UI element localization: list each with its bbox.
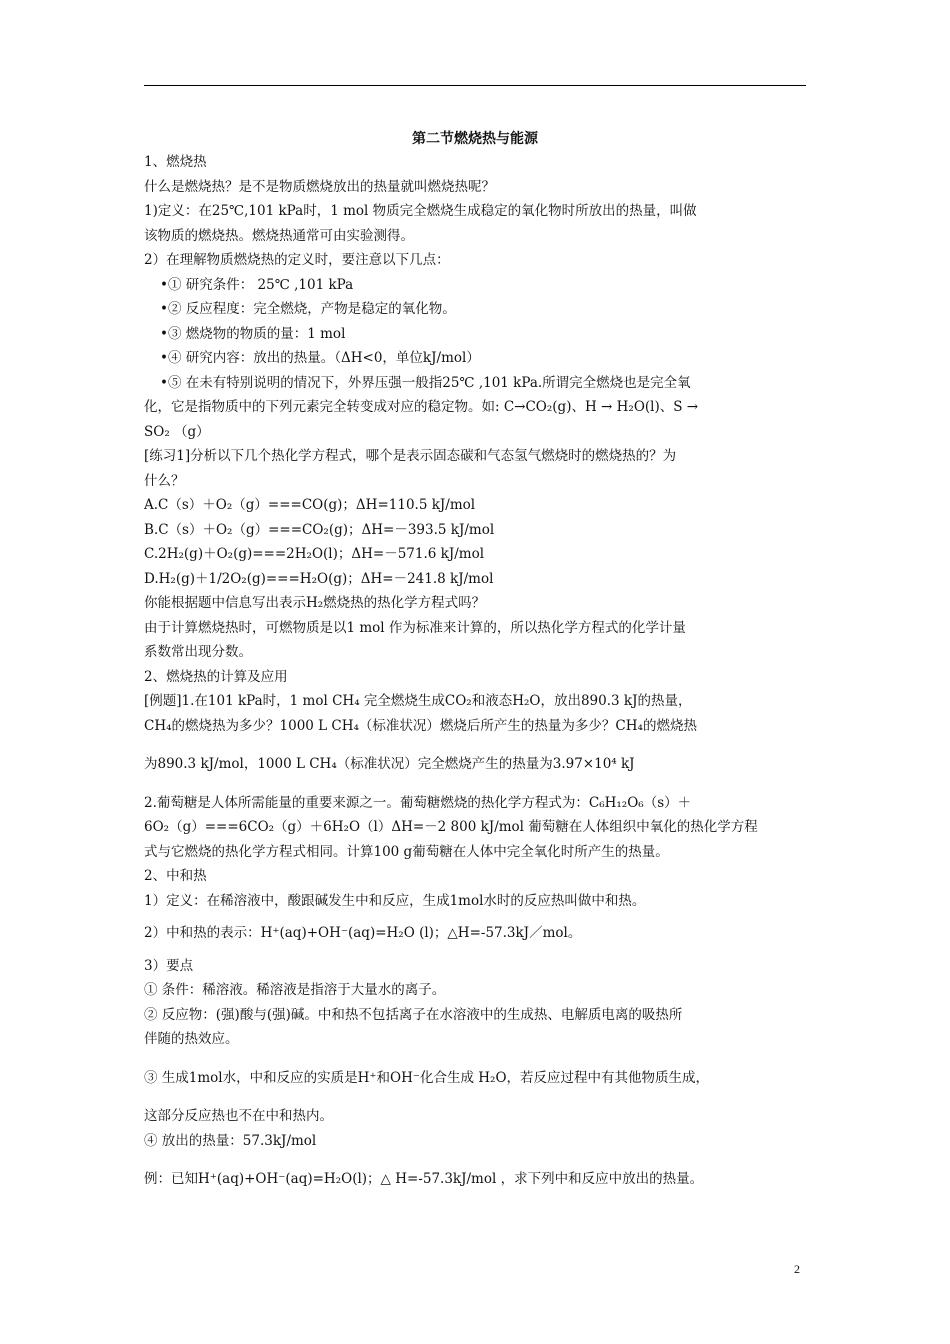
option-b: B.C（s）＋O₂（g）===CO₂(g)；ΔH=－393.5 kJ/mol (144, 521, 495, 538)
glucose-line-3: 式与它燃烧的热化学方程式相同。计算100 g葡萄糖在人体中完全氧化时所产生的热量。 (144, 843, 669, 860)
point-3-line-1: ③ 生成1mol水，中和反应的实质是H⁺和OH⁻化合生成 H₂O，若反应过程中有其他物质生成， (144, 1069, 710, 1086)
document-body (144, 150, 808, 1192)
notes-intro: 2）在理解物质燃烧热的定义时，要注意以下几点： (144, 252, 450, 268)
heading-neutralization: 2、中和热 (144, 868, 207, 884)
note-item-5-cont-1: 化，它是指物质中的下列元素完全转变成对应的稳定物。如: C→CO₂(g)、H → H₂O(l)、S → (144, 399, 699, 415)
example-line-1: [例题]1.在101 kPa时，1 mol CH₄ 完全燃烧生成CO₂和液态H₂O，放出890.3 kJ的热量， (144, 693, 692, 709)
neutralization-expression: 2）中和热的表示：H⁺(aq)+OH⁻(aq)=H₂O (l)；△H=-57.3kJ／mol。 (144, 925, 582, 941)
glucose-line-2: 6O₂（g）===6CO₂（g）＋6H₂O（l）ΔH=－2 800 kJ/mol 葡萄糖在人体组织中氧化的热化学方程 (144, 819, 758, 835)
heading-calculation: 2、燃烧热的计算及应用 (144, 668, 288, 685)
option-d: D.H₂(g)＋1/2O₂(g)===H₂O(g)；ΔH=－241.8 kJ/mol (144, 570, 494, 587)
point-2-line-1: ② 反应物：(强)酸与(强)碱。中和热不包括离子在水溶液中的生成热、电解质电离的吸热所 (144, 1006, 683, 1023)
neutralization-definition: 1）定义：在稀溶液中，酸跟碱发生中和反应，生成1mol水时的反应热叫做中和热。 (144, 892, 646, 909)
key-points-heading: 3）要点 (144, 957, 194, 974)
note-item-2: •② 反应程度：完全燃烧，产物是稳定的氧化物。 (160, 301, 456, 317)
fraction-note-1: 由于计算燃烧热时，可燃物质是以1 mol 作为标准来计算的，所以热化学方程式的化学计量 (144, 619, 686, 636)
example-neutralization: 例：已知H⁺(aq)+OH⁻(aq)=H₂O(l)；△ H=-57.3kJ/mol ，求下列中和反应中放出的热量。 (144, 1171, 704, 1187)
point-3-line-2: 这部分反应热也不在中和热内。 (144, 1108, 333, 1124)
definition-line-1: 1)定义：在25℃,101 kPa时，1 mol 物质完全燃烧生成稳定的氧化物时所放出的热量，叫做 (144, 203, 697, 219)
page-number: 2 (794, 1262, 800, 1276)
example-line-3: 为890.3 kJ/mol，1000 L CH₄（标准状况）完全燃烧产生的热量为3.97×10⁴ kJ (144, 756, 635, 772)
note-item-3: •③ 燃烧物的物质的量：1 mol (160, 325, 346, 342)
note-item-4: •④ 研究内容：放出的热量。（ΔH<0，单位kJ/mol） (160, 350, 480, 366)
heading-combustion-heat: 1、燃烧热 (144, 154, 207, 170)
fraction-note-2: 系数常出现分数。 (144, 644, 252, 660)
point-2-line-2: 伴随的热效应。 (144, 1031, 239, 1047)
point-4: ④ 放出的热量：57.3kJ/mol (144, 1132, 317, 1149)
exercise-line-1: [练习1]分析以下几个热化学方程式，哪个是表示固态碳和气态氢气燃烧时的燃烧热的？为 (144, 448, 677, 464)
h2-question: 你能根据题中信息写出表示H₂燃烧热的热化学方程式吗？ (144, 595, 486, 611)
exercise-line-2: 什么？ (144, 472, 185, 489)
option-c: C.2H₂(g)＋O₂(g)===2H₂O(l)；ΔH=－571.6 kJ/mol (144, 546, 485, 562)
glucose-line-1: 2.葡萄糖是人体所需能量的重要来源之一。葡萄糖燃烧的热化学方程式为：C₆H₁₂O₆（s）＋ (144, 794, 692, 811)
note-item-5: •⑤ 在未有特别说明的情况下，外界压强一般指25℃ ,101 kPa.所谓完全燃烧也是完全氧 (160, 374, 691, 391)
point-1: ① 条件：稀溶液。稀溶液是指溶于大量水的离子。 (144, 982, 446, 998)
definition-line-2: 该物质的燃烧热。燃烧热通常可由实验测得。 (144, 227, 414, 244)
option-a: A.C（s）＋O₂（g）===CO(g)；ΔH=110.5 kJ/mol (144, 497, 476, 513)
header-rule (144, 85, 806, 86)
note-item-5-cont-2: SO₂ （g） (144, 423, 210, 440)
example-line-2: CH₄的燃烧热为多少？1000 L CH₄（标准状况）燃烧后所产生的热量为多少？CH₄的燃烧热 (144, 717, 697, 734)
section-title: 第二节燃烧热与能源 (412, 131, 538, 147)
question-line: 什么是燃烧热？是不是物质燃烧放出的热量就叫燃烧热呢？ (144, 178, 495, 195)
note-item-1: •① 研究条件： 25℃ ,101 kPa (160, 276, 354, 293)
